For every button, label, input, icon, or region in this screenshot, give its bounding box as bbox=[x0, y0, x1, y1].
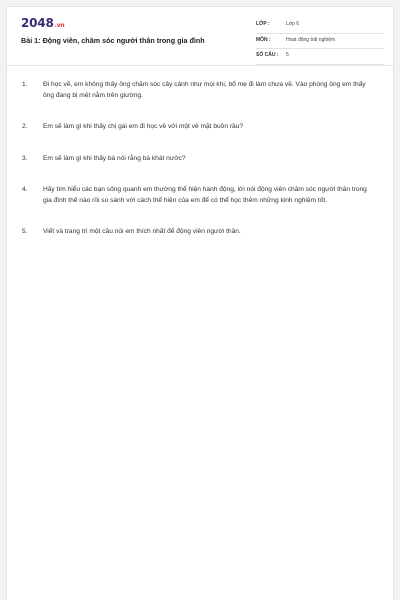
question-text: Em sẽ làm gì khi thấy bà nói rằng bà khát nước? bbox=[43, 154, 186, 162]
meta-label: LỚP : bbox=[256, 21, 270, 27]
question-item bbox=[21, 79, 377, 101]
lesson-meta bbox=[256, 18, 384, 65]
question-number: 5. bbox=[22, 228, 28, 236]
lesson-title: Bài 1: Động viên, chăm sóc người thân trong gia đình bbox=[21, 36, 205, 45]
question-list bbox=[21, 79, 377, 257]
question-text: Viết và trang trí một câu nói em thích nhất để động viên người thân. bbox=[43, 228, 241, 236]
question-number: 1. bbox=[22, 81, 28, 88]
meta-value: Lớp 6 bbox=[286, 21, 300, 27]
site-logo[interactable] bbox=[21, 16, 64, 33]
meta-value: Hoạt động trải nghiệm bbox=[286, 36, 336, 43]
question-text: Đi học về, em không thấy ông chăm sóc cây cảnh như mọi khi, bố mẹ đi làm chưa về. Vào phòng ông em thấy ông đang bị mệt nằm trên giường. bbox=[43, 81, 366, 100]
question-item bbox=[21, 226, 377, 237]
question-number: 2. bbox=[22, 123, 28, 131]
meta-label: SỐ CÂU : bbox=[256, 52, 279, 58]
question-item bbox=[21, 153, 377, 164]
worksheet-page bbox=[6, 6, 394, 600]
question-number: 4. bbox=[22, 185, 28, 193]
logo-suffix: .vn bbox=[54, 22, 65, 29]
meta-label: MÔN : bbox=[256, 36, 271, 43]
worksheet-header bbox=[7, 7, 393, 66]
question-text: Em sẽ làm gì khi thấy chị gái em đi học về với một vẻ mặt buồn rầu? bbox=[43, 123, 244, 131]
meta-row-grade bbox=[256, 18, 384, 34]
question-item bbox=[21, 121, 377, 132]
question-number: 3. bbox=[22, 154, 28, 162]
logo-main: 2048 bbox=[21, 16, 54, 30]
meta-value: 5 bbox=[286, 52, 289, 58]
question-item bbox=[21, 184, 377, 206]
question-text: Hãy tìm hiểu các bạn sống quanh em thường thể hiện hành động, lời nói động viên chăm sóc người thân trong gia đình thế nào rồi so sánh với cách thể hiện của em để có thể học thêm những kinh nghiệm tốt. bbox=[43, 185, 367, 205]
meta-row-question-count bbox=[256, 49, 384, 65]
meta-row-subject bbox=[256, 34, 384, 50]
